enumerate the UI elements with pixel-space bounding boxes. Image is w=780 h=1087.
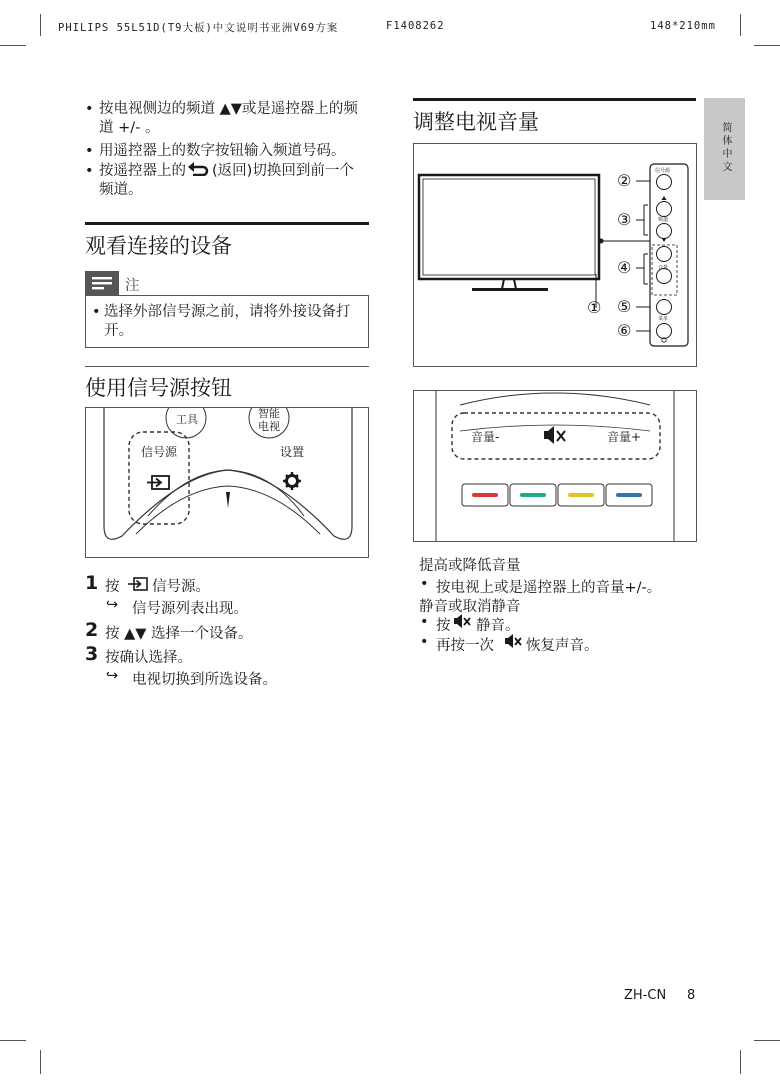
bullet-text-after: (返回)切换回到前一个频道。 [99, 163, 354, 198]
mute-icon [505, 634, 523, 648]
result-arrow-icon: ↪ [106, 668, 119, 684]
step-number: 3 [85, 643, 99, 665]
header-size: 148*210mm [650, 20, 716, 32]
footer-language: ZH-CN [624, 988, 667, 1003]
remote-volume-illustration [414, 391, 696, 541]
callout-3: ③ [617, 210, 632, 229]
step-number: 1 [85, 572, 99, 594]
section-title: 观看连接的设备 [85, 234, 232, 258]
crop-mark [40, 14, 41, 36]
subheading-mute: 静音或取消静音 [419, 599, 521, 615]
remote-source-figure [85, 407, 369, 558]
bullet-item: • 用遥控器上的数字按钮输入频道号码。 [85, 142, 375, 161]
subheading-volume: 提高或降低音量 [419, 558, 521, 574]
header-model: PHILIPS 55L51D(T9大板)中文说明书亚洲V69方案 [58, 22, 339, 34]
crop-mark [754, 1040, 780, 1041]
callout-4: ④ [617, 258, 632, 277]
section-rule [85, 366, 369, 367]
bullet-text: 用遥控器上的数字按钮输入频道号码。 [99, 143, 346, 159]
result-arrow-icon: ↪ [106, 597, 119, 613]
settings-button-label: 设置 [280, 445, 305, 459]
callout-2: ② [617, 171, 632, 190]
bullet-text-prefix: 再按一次 [436, 638, 494, 654]
remote-volume-figure [413, 390, 697, 542]
bullet-item: • 按遥控器上的 (返回)切换回到前一个频道。 [85, 163, 354, 198]
tv-side-controls-figure [413, 143, 697, 367]
mute-icon [454, 614, 472, 628]
section-rule [85, 222, 369, 225]
gear-icon [283, 472, 301, 490]
smart-tv-label-line2: 电视 [258, 420, 280, 433]
mute-icon [544, 426, 565, 444]
side-tab-label: 简体中文 [720, 122, 731, 174]
step-result: 电视切换到所选设备。 [132, 672, 277, 688]
bullet-text-suffix: 静音。 [476, 618, 520, 634]
panel-label-menu: 菜单 [658, 316, 669, 322]
bullet-text-prefix: 按 [436, 618, 451, 634]
source-button-label: 信号源 [141, 445, 178, 459]
tools-label: 工具 [176, 413, 198, 426]
step-text-prefix: 按 [105, 579, 120, 595]
bullet-text-suffix: 恢复声音。 [526, 638, 599, 654]
bullet-item: • 按电视侧边的频道 ▲▼或是遥控器上的频道 +/- 。 [85, 100, 367, 138]
panel-label-channel: 频道 [658, 217, 669, 223]
section-title: 调整电视音量 [413, 110, 539, 134]
bullet-text: 按电视侧边的频道 ▲▼或是遥控器上的频道 +/- 。 [99, 101, 358, 136]
tv-illustration [414, 144, 696, 366]
bullet-text: 按电视上或是遥控器上的音量+/-。 [436, 580, 662, 596]
volume-up-label: 音量+ [607, 430, 642, 444]
remote-source-illustration [86, 408, 368, 557]
section-title: 使用信号源按钮 [85, 376, 232, 400]
bullet-text: 按遥控器上的 [99, 163, 186, 179]
source-icon [127, 576, 149, 592]
note-header [85, 271, 369, 295]
panel-label-source: 信号源 [655, 168, 671, 174]
bullet-dot: • [420, 634, 429, 650]
step-text: 按 ▲▼ 选择一个设备。 [105, 626, 253, 642]
crop-mark [0, 1040, 26, 1041]
note-box: • 选择外部信号源之前，请将外接设备打开。 [85, 295, 369, 348]
step-text: 信号源。 [152, 579, 210, 595]
crop-mark [740, 14, 741, 36]
volume-down-label: 音量- [471, 430, 500, 444]
bullet-dot: • [420, 576, 429, 592]
header-code: F1408262 [386, 20, 445, 32]
bullet-dot: • [420, 614, 429, 630]
smart-tv-label-line1: 智能 [258, 407, 280, 420]
section-rule [413, 98, 696, 101]
crop-mark [40, 1050, 41, 1074]
page-number: 8 [687, 988, 696, 1003]
crop-mark [0, 45, 26, 46]
step-number: 2 [85, 619, 99, 641]
step-text: 按确认选择。 [105, 650, 192, 666]
note-icon [85, 271, 119, 295]
callout-6: ⑥ [617, 321, 632, 340]
crop-mark [740, 1050, 741, 1074]
note-text: 选择外部信号源之前，请将外接设备打开。 [104, 304, 351, 339]
panel-label-volume: 音量 [658, 265, 669, 271]
language-side-tab [704, 98, 745, 200]
back-arrow-icon [188, 162, 210, 176]
crop-mark [754, 45, 780, 46]
step-result: 信号源列表出现。 [132, 601, 248, 617]
callout-1: ① [587, 298, 602, 317]
source-icon [147, 476, 169, 489]
note-label: 注 [125, 278, 140, 294]
callout-5: ⑤ [617, 297, 632, 316]
